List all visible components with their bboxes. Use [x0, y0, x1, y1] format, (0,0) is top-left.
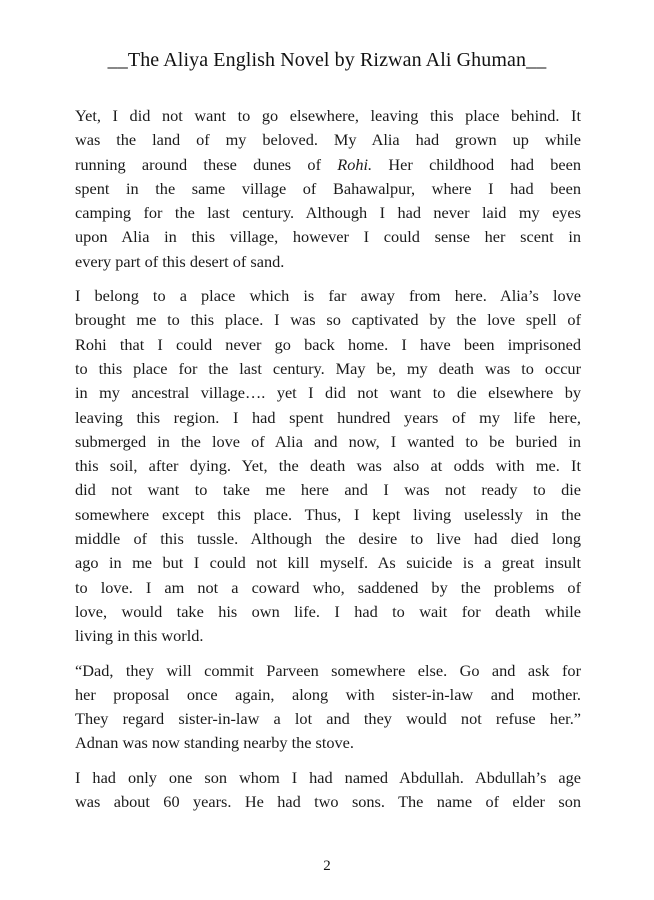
text-line: Adnan was now standing nearby the stove.: [75, 733, 354, 753]
text-line: to this place for the last century. May be, my death was to occur: [75, 358, 581, 378]
page-number: 2: [323, 858, 331, 874]
text-segment: Her childhood had been: [372, 154, 582, 174]
text-line: love, would take his own life. I had to wait for death while: [75, 601, 581, 621]
italic-place-name: Rohi.: [337, 154, 373, 174]
text-line: was the land of my beloved. My Alia had grown up while: [75, 130, 581, 150]
text-segment: running around these dunes of: [75, 154, 338, 174]
text-line: this soil, after dying. Yet, the death was also at odds with me. It: [75, 456, 581, 476]
text-line: somewhere except this place. Thus, I kept living uselessly in the: [75, 504, 581, 524]
text-line: was about 60 years. He had two sons. The name of elder son: [75, 792, 581, 812]
body-text: [75, 104, 581, 824]
text-line: Yet, I did not want to go elsewhere, leaving this place behind. It: [75, 106, 581, 125]
text-line: living in this world.: [75, 626, 204, 646]
running-header: __The Aliya English Novel by Rizwan Ali Ghuman__: [107, 49, 547, 71]
text-line: I belong to a place which is far away from here. Alia’s love: [75, 286, 581, 306]
paragraph-4: [75, 766, 581, 815]
text-line: spent in the same village of Bahawalpur, where I had been: [75, 178, 581, 198]
paragraph-2: [75, 284, 581, 648]
text-line: upon Alia in this village, however I could sense her scent in: [75, 227, 581, 247]
text-line: in my ancestral village…. yet I did not want to die elsewhere by: [75, 383, 581, 403]
text-line: [75, 153, 581, 177]
text-line: I had only one son whom I had named Abdullah. Abdullah’s age: [75, 767, 581, 787]
text-line: middle of this tussle. Although the desire to live had died long: [75, 529, 581, 549]
text-line: Rohi that I could never go back home. I have been imprisoned: [75, 334, 581, 354]
paragraph-1: [75, 104, 581, 274]
text-line: “Dad, they will commit Parveen somewhere else. Go and ask for: [75, 660, 581, 680]
text-line: camping for the last century. Although I had never laid my eyes: [75, 203, 581, 223]
text-line: brought me to this place. I was so captivated by the love spell of: [75, 310, 581, 330]
text-line: did not want to take me here and I was not ready to die: [75, 480, 581, 500]
text-line: submerged in the love of Alia and now, I wanted to be buried in: [75, 431, 581, 451]
text-line: to love. I am not a coward who, saddened by the problems of: [75, 577, 581, 597]
paragraph-3: [75, 659, 581, 756]
text-line: ago in me but I could not kill myself. As suicide is a great insult: [75, 553, 581, 573]
text-line: leaving this region. I had spent hundred years of my life here,: [75, 407, 581, 427]
text-line: her proposal once again, along with sister-in-law and mother.: [75, 684, 581, 704]
text-line: They regard sister-in-law a lot and they would not refuse her.”: [75, 709, 581, 729]
text-line: every part of this desert of sand.: [75, 251, 285, 271]
